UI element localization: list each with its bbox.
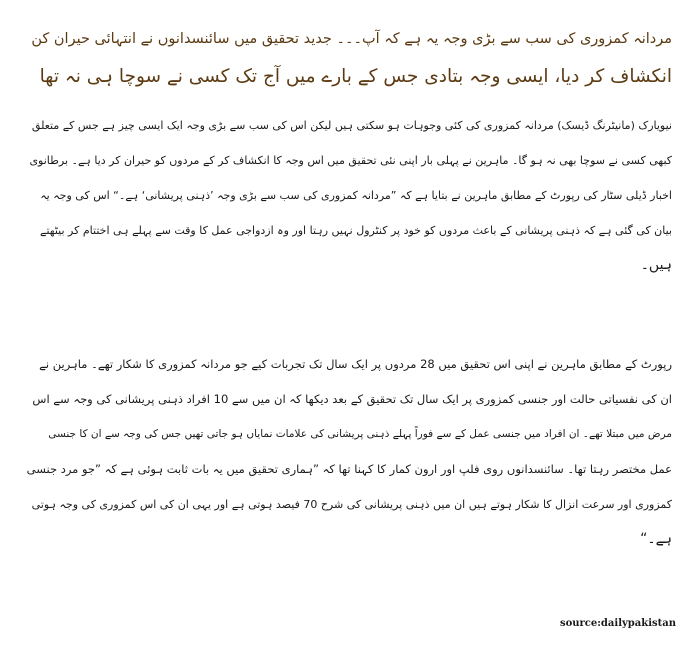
source-credit: source:dailypakistan [559,618,676,629]
paragraph-line: رپورٹ کے مطابق ماہرین نے اپنی اس تحقیق میں 28 مردوں پر ایک سال تک تجربات کیے جو مردانہ کمزوری کا شکار تھے۔ ماہرین نے [39,357,672,371]
article-paragraph-2 [26,347,672,557]
paragraph-line: عمل مختصر رہتا تھا۔ سائنسدانوں روی فلپ اور ارون کمار کا کہنا تھا کہ ”ہماری تحقیق میں یہ بات ثابت ہوئی ہے کہ ”جو مرد جنسی [26,462,672,476]
headline-line: انکشاف کر دیا، ایسی وجہ بتادی جس کے بارے میں آج تک کسی نے سوچا ہی نہ تھا [39,66,672,87]
paragraph-line: نیویارک (مانیٹرنگ ڈیسک) مردانہ کمزوری کی کئی وجوہات ہو سکتی ہیں لیکن اس کی سب سے بڑی وجہ ایک ایسی چیز ہے جس کے متعلق [31,119,672,132]
paragraph-line: ہے۔“ [640,531,672,547]
article-paragraph-1 [26,108,672,283]
paragraph-line: مرض میں مبتلا تھے۔ ان افراد میں جنسی عمل کے سے فوراً پہلے ذہنی پریشانی کی علامات نمایاں ہو جاتی تھیں جس کی وجہ سے ان کا جنسی [48,428,672,440]
headline-line: مردانہ کمزوری کی سب سے بڑی وجہ یہ ہے کہ آپ۔۔۔ جدید تحقیق میں سائنسدانوں نے انتہائی حیران کن [31,31,672,47]
paragraph-line: کبھی کسی نے سوچا بھی نہ ہو گا۔ ماہرین نے پہلی بار اپنی نئی تحقیق میں اس وجہ کا انکشاف کر کے مردوں کو حیران کر دیا ہے۔ برطانوی [29,154,672,167]
paragraph-line: کمزوری اور سرعت انزال کا شکار ہوتے ہیں ان میں ذہنی پریشانی کی شرح 70 فیصد ہوتی ہے اور یہی ان کی اس کمزوری کی وجہ ہوتی [31,498,672,511]
paragraph-line: ہیں۔ [640,257,672,273]
article-headline [26,20,672,96]
paragraph-line: اخبار ڈیلی سٹار کی رپورٹ کے مطابق ماہرین نے بتایا ہے کہ ”مردانہ کمزوری کی سب سے بڑی وجہ ’ذہنی پریشانی‘ ہے۔“ اس کی وجہ یہ [40,189,672,202]
paragraph-line: ان کی نفسیاتی حالت اور جنسی کمزوری پر ایک سال تک تحقیق کے بعد دیکھا کہ ان میں سے 10 افراد ذہنی پریشانی کی وجہ سے اس [32,392,672,406]
paragraph-line: بیان کی گئی ہے کہ ذہنی پریشانی کے باعث مردوں کو خود پر کنٹرول نہیں رہتا اور وہ ازدواجی عمل کا وقت سے پہلے ہی اختتام کر بیٹھتے [40,224,672,237]
